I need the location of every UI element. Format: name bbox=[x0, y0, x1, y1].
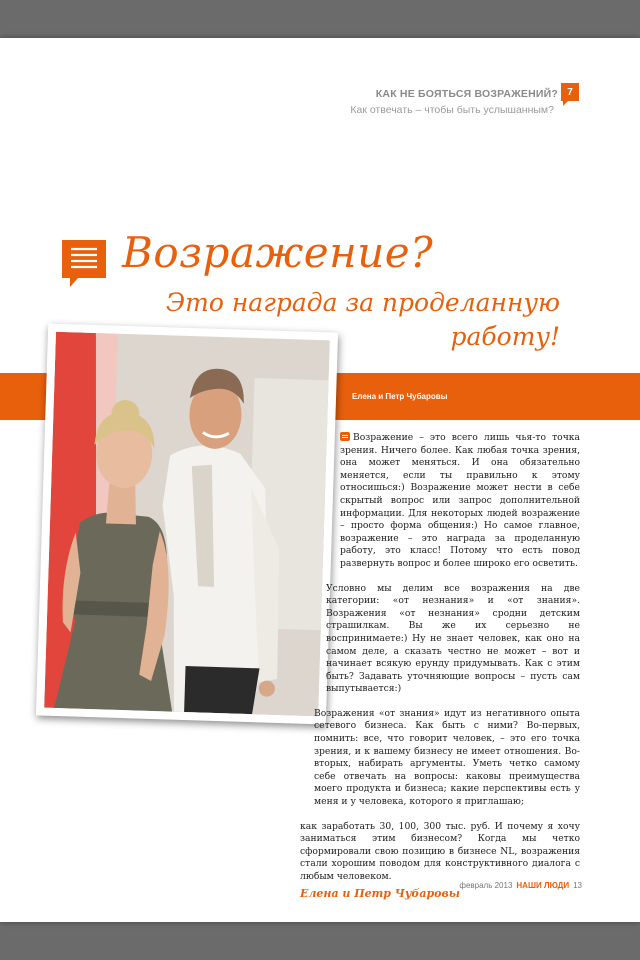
speech-bubble-icon bbox=[340, 432, 350, 441]
headline: Возражение? bbox=[122, 228, 434, 277]
author-photo bbox=[44, 332, 330, 716]
paragraph bbox=[340, 432, 580, 571]
subheadline: Это награда за проделанную работу! bbox=[166, 288, 560, 351]
signature: Елена и Петр Чубаровы bbox=[300, 886, 460, 900]
author-caption: Елена и Петр Чубаровы bbox=[352, 392, 448, 401]
paragraph-text: Возражение – это всего лишь чья-то точка зрения. Ничего более. Как любая точка зрения, она может меняться. И она обязательно меняется, если ты правильно к этому относишься:) Возражение может нести в себе скрытый вопрос или запрос дополнительной информации. Для некоторых людей возражение – просто форма общения:) Но самое главное, возражение – это награда за проделанную работу, это класс! Потому что есть повод развернуть вопрос и более широко его осветить. bbox=[340, 432, 580, 569]
magazine-page bbox=[0, 38, 640, 922]
paragraph: Условно мы делим все возражения на две категории: «от незнания» и «от знания». Возражения «от незнания» сродни детским страшилкам. Вы же их серьезно не воспринимаете:) Ну не знает человек, как оно на самом деле, а сказать честно не может – вот и начинает всякую ерунду придумывать. Как с этим быть? Задавать уточняющие вопросы – пусть сам выпутывается:) bbox=[326, 582, 580, 695]
article-body bbox=[300, 432, 580, 900]
paragraph: Возражения «от знания» идут из негативного опыта сетевого бизнеса. Как быть с ними? Во-первых, помнить: все, что говорит человек, – это его точка зрения, и к вашему бизнесу не имеет отношения. Во-вторых, набирать аргументы. Уметь четко самому себе отвечать на вопросы: каковы преимущества моего продукта и бизнеса; какие перспективы есть у меня и у человека, которого я приглашаю; bbox=[314, 707, 580, 808]
photo-frame bbox=[36, 324, 338, 725]
section-title: КАК НЕ БОЯТЬСЯ ВОЗРАЖЕНИЙ? bbox=[375, 88, 558, 100]
paragraph: как заработать 30, 100, 300 тыс. руб. И почему я хочу заниматься этим бизнесом? Когда мы четко сформировали свою позицию в бизнесе NL, возражения стали хорошим поводом для конструктивного диалога с любым человеком. bbox=[300, 820, 580, 882]
page-number: 13 bbox=[573, 881, 582, 890]
speech-bubble-icon bbox=[60, 238, 108, 288]
page-footer bbox=[459, 881, 582, 890]
magazine-brand: НАШИ ЛЮДИ bbox=[516, 881, 570, 890]
issue-date: февраль 2013 bbox=[459, 881, 513, 890]
section-badge: 7 bbox=[561, 83, 579, 101]
section-subtitle: Как отвечать – чтобы быть услышанным? bbox=[350, 104, 554, 116]
